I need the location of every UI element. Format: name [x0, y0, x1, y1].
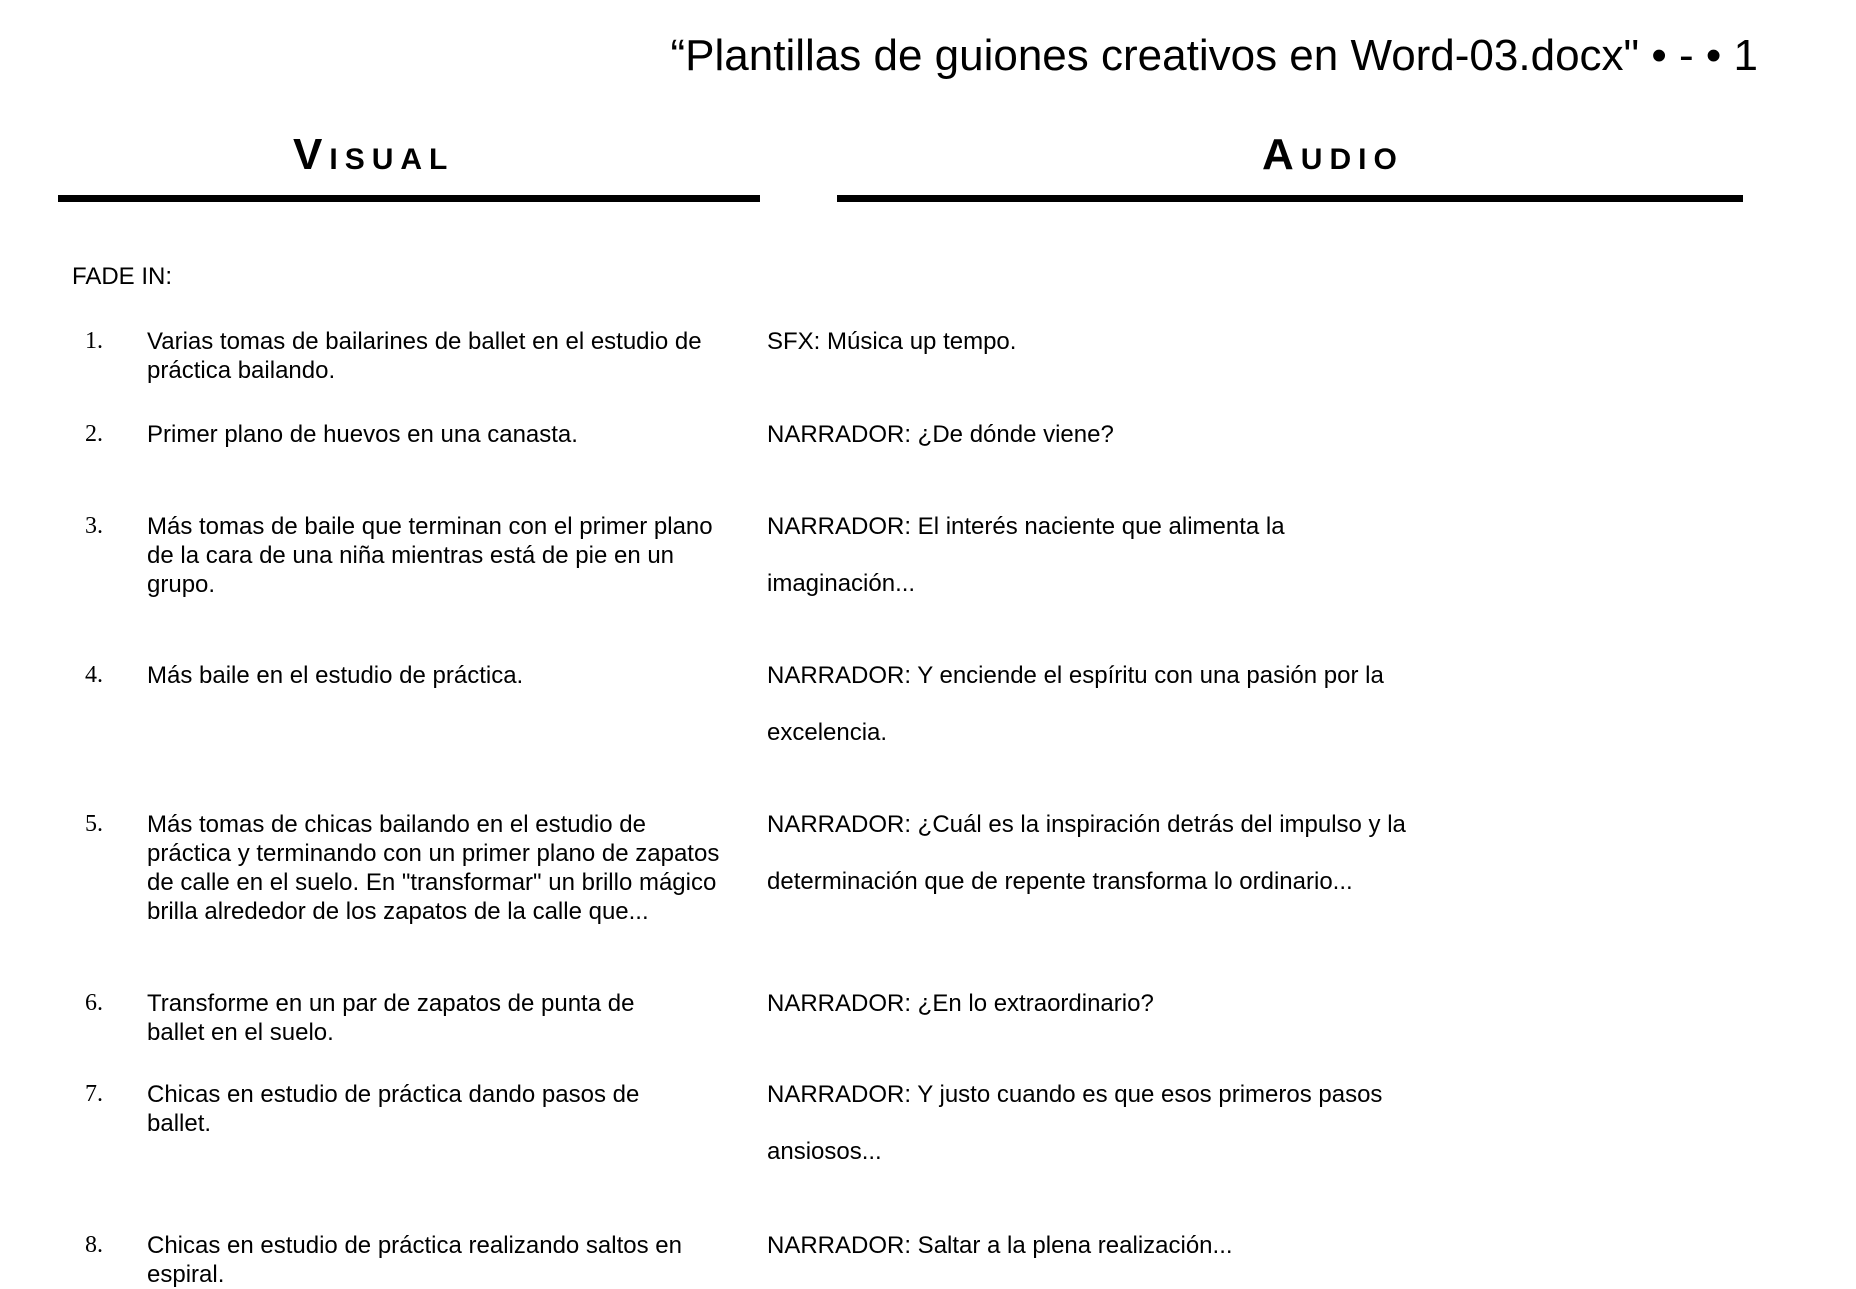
row-visual-text: Primer plano de huevos en una canasta.	[147, 421, 578, 448]
audio-heading-rest: UDIO	[1300, 143, 1404, 176]
fade-in-direction: FADE IN:	[72, 263, 173, 290]
row-number: 5.	[85, 811, 103, 837]
document-title: “Plantillas de guiones creativos en Word-03.docx" • - • 1	[670, 31, 1758, 80]
row-visual-text: Más tomas de chicas bailando en el estudio de práctica y terminando con un primer plano de zapatos de calle en el suelo. En "transformar" un brillo mágico brilla alrededor de los zapatos de la calle que...	[147, 811, 720, 925]
row-visual-text: Más baile en el estudio de práctica.	[147, 662, 524, 689]
audio-heading-rule	[837, 195, 1743, 202]
row-number: 2.	[85, 421, 103, 447]
visual-heading-initial: V	[293, 130, 330, 179]
visual-heading-rest: ISUAL	[329, 143, 455, 176]
row-audio-text: NARRADOR: ¿En lo extraordinario?	[767, 990, 1154, 1017]
row-number: 7.	[85, 1081, 103, 1107]
row-audio-text: SFX: Música up tempo.	[767, 328, 1017, 355]
row-audio-text: NARRADOR: Saltar a la plena realización...	[767, 1232, 1233, 1259]
row-audio-text: NARRADOR: ¿De dónde viene?	[767, 421, 1114, 448]
row-visual-text: Varias tomas de bailarines de ballet en el estudio de práctica bailando.	[147, 328, 702, 384]
row-audio-text: NARRADOR: ¿Cuál es la inspiración detrás del impulso y la determinación que de repente transforma lo ordinario...	[767, 811, 1406, 895]
row-audio-text: NARRADOR: Y enciende el espíritu con una pasión por la excelencia.	[767, 662, 1384, 746]
row-audio-text: NARRADOR: El interés naciente que alimenta la imaginación...	[767, 513, 1285, 597]
row-number: 4.	[85, 662, 103, 688]
row-audio-text: NARRADOR: Y justo cuando es que esos primeros pasos ansiosos...	[767, 1081, 1383, 1165]
row-visual-text: Chicas en estudio de práctica realizando saltos en espiral.	[147, 1232, 682, 1288]
row-number: 3.	[85, 513, 103, 539]
row-visual-text: Chicas en estudio de práctica dando pasos de ballet.	[147, 1081, 640, 1137]
row-number: 8.	[85, 1232, 103, 1258]
row-visual-text: Más tomas de baile que terminan con el primer plano de la cara de una niña mientras está de pie en un grupo.	[147, 513, 713, 598]
audio-column-heading	[1262, 130, 1404, 180]
audio-heading-initial: A	[1262, 130, 1301, 179]
row-visual-text: Transforme en un par de zapatos de punta de ballet en el suelo.	[147, 990, 635, 1046]
visual-heading-rule	[58, 195, 760, 202]
visual-column-heading	[293, 130, 454, 180]
row-number: 1.	[85, 328, 103, 354]
row-number: 6.	[85, 990, 103, 1016]
